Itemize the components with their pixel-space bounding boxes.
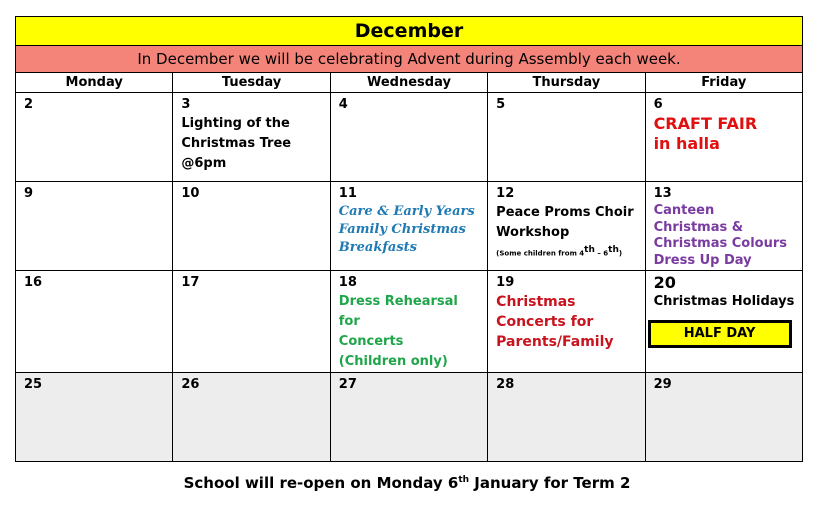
day-cell	[16, 93, 173, 182]
date-number: 19	[496, 275, 515, 290]
date-number: 6	[653, 97, 663, 112]
day-header-friday: Friday	[645, 73, 802, 93]
month-title: December	[16, 17, 803, 46]
date-number: 29	[653, 377, 672, 392]
date-number: 26	[181, 377, 200, 392]
event-christmas-concerts	[496, 292, 637, 352]
event-line: Peace Proms Choir	[496, 205, 634, 220]
event-canteen-dress-up	[654, 203, 795, 269]
event-line: Christmas &	[653, 219, 744, 235]
event-line: Parents/Family	[496, 334, 614, 350]
event-line: Lighting of the	[181, 116, 290, 131]
event-line: Christmas	[496, 294, 576, 310]
day-cell	[488, 182, 645, 271]
day-header-monday: Monday	[16, 73, 173, 93]
date-number: 12	[496, 186, 515, 201]
day-header-wednesday: Wednesday	[330, 73, 487, 93]
date-number: 18	[338, 275, 357, 290]
day-cell	[330, 93, 487, 182]
date-number: 10	[181, 186, 200, 201]
event-christmas-tree	[181, 114, 322, 174]
reopen-notice	[0, 474, 814, 492]
day-cell	[16, 373, 173, 462]
day-cell	[645, 271, 802, 373]
day-header-tuesday: Tuesday	[173, 73, 330, 93]
event-breakfasts	[339, 203, 480, 257]
event-christmas-holidays: Christmas Holidays	[653, 294, 795, 309]
day-cell	[488, 93, 645, 182]
date-number: 27	[338, 377, 357, 392]
date-number: 25	[24, 377, 43, 392]
day-cell	[645, 93, 802, 182]
event-sub-note	[496, 245, 637, 258]
date-number: 5	[496, 97, 506, 112]
advent-note: In December we will be celebrating Advent during Assembly each week.	[16, 46, 803, 73]
sub-note-text: (Some children from 4	[496, 249, 585, 258]
day-cell	[173, 271, 330, 373]
event-choir-workshop	[496, 203, 637, 243]
day-header-row	[16, 73, 803, 93]
date-number: 9	[24, 186, 34, 201]
event-line: Concerts for	[496, 314, 594, 330]
week-row-3	[16, 271, 803, 373]
reopen-text: January for Term 2	[469, 474, 631, 492]
calendar	[15, 16, 803, 462]
week-row-4	[16, 373, 803, 462]
event-line: (Children only)	[338, 354, 448, 369]
date-number: 13	[653, 186, 672, 201]
date-number: 17	[181, 275, 200, 290]
date-number: 28	[496, 377, 515, 392]
sub-note-text: – 6	[594, 249, 609, 258]
date-number: 2	[24, 97, 34, 112]
day-cell	[645, 182, 802, 271]
day-cell	[173, 93, 330, 182]
date-number: 4	[338, 97, 348, 112]
day-cell	[330, 373, 487, 462]
week-row-2	[16, 182, 803, 271]
event-line: in halla	[653, 134, 720, 153]
day-cell	[16, 182, 173, 271]
sub-note-text: )	[618, 249, 623, 258]
event-craft-fair	[654, 114, 795, 154]
day-cell	[488, 271, 645, 373]
day-cell	[16, 271, 173, 373]
date-number: 16	[24, 275, 43, 290]
event-line: Canteen	[653, 203, 715, 218]
event-line: Christmas Tree	[181, 136, 292, 151]
day-cell	[330, 271, 487, 373]
day-cell	[173, 373, 330, 462]
half-day-badge: HALF DAY	[648, 320, 792, 348]
day-cell	[488, 373, 645, 462]
reopen-text: School will re-open on Monday 6	[183, 474, 459, 492]
sub-note-sup: th	[608, 245, 619, 255]
event-line: Workshop	[496, 225, 570, 240]
event-line: Care & Early Years	[338, 204, 475, 219]
reopen-sup: th	[458, 475, 470, 485]
sub-note-sup: th	[584, 245, 595, 255]
event-line: Family Christmas	[338, 222, 466, 237]
day-cell	[173, 182, 330, 271]
event-dress-rehearsal	[339, 292, 480, 372]
day-header-thursday: Thursday	[488, 73, 645, 93]
event-line: CRAFT FAIR	[653, 114, 758, 133]
event-line: Christmas Colours	[653, 236, 788, 251]
event-line: @6pm	[181, 156, 227, 171]
event-line: Dress Up Day	[653, 252, 752, 268]
event-line: Concerts	[338, 334, 404, 349]
event-line: Breakfasts	[338, 240, 417, 255]
date-number: 3	[181, 97, 191, 112]
date-number: 20	[653, 273, 676, 292]
day-cell	[330, 182, 487, 271]
week-row-1	[16, 93, 803, 182]
day-cell	[645, 373, 802, 462]
event-line: Dress Rehearsal for	[338, 294, 458, 329]
date-number: 11	[338, 186, 357, 201]
